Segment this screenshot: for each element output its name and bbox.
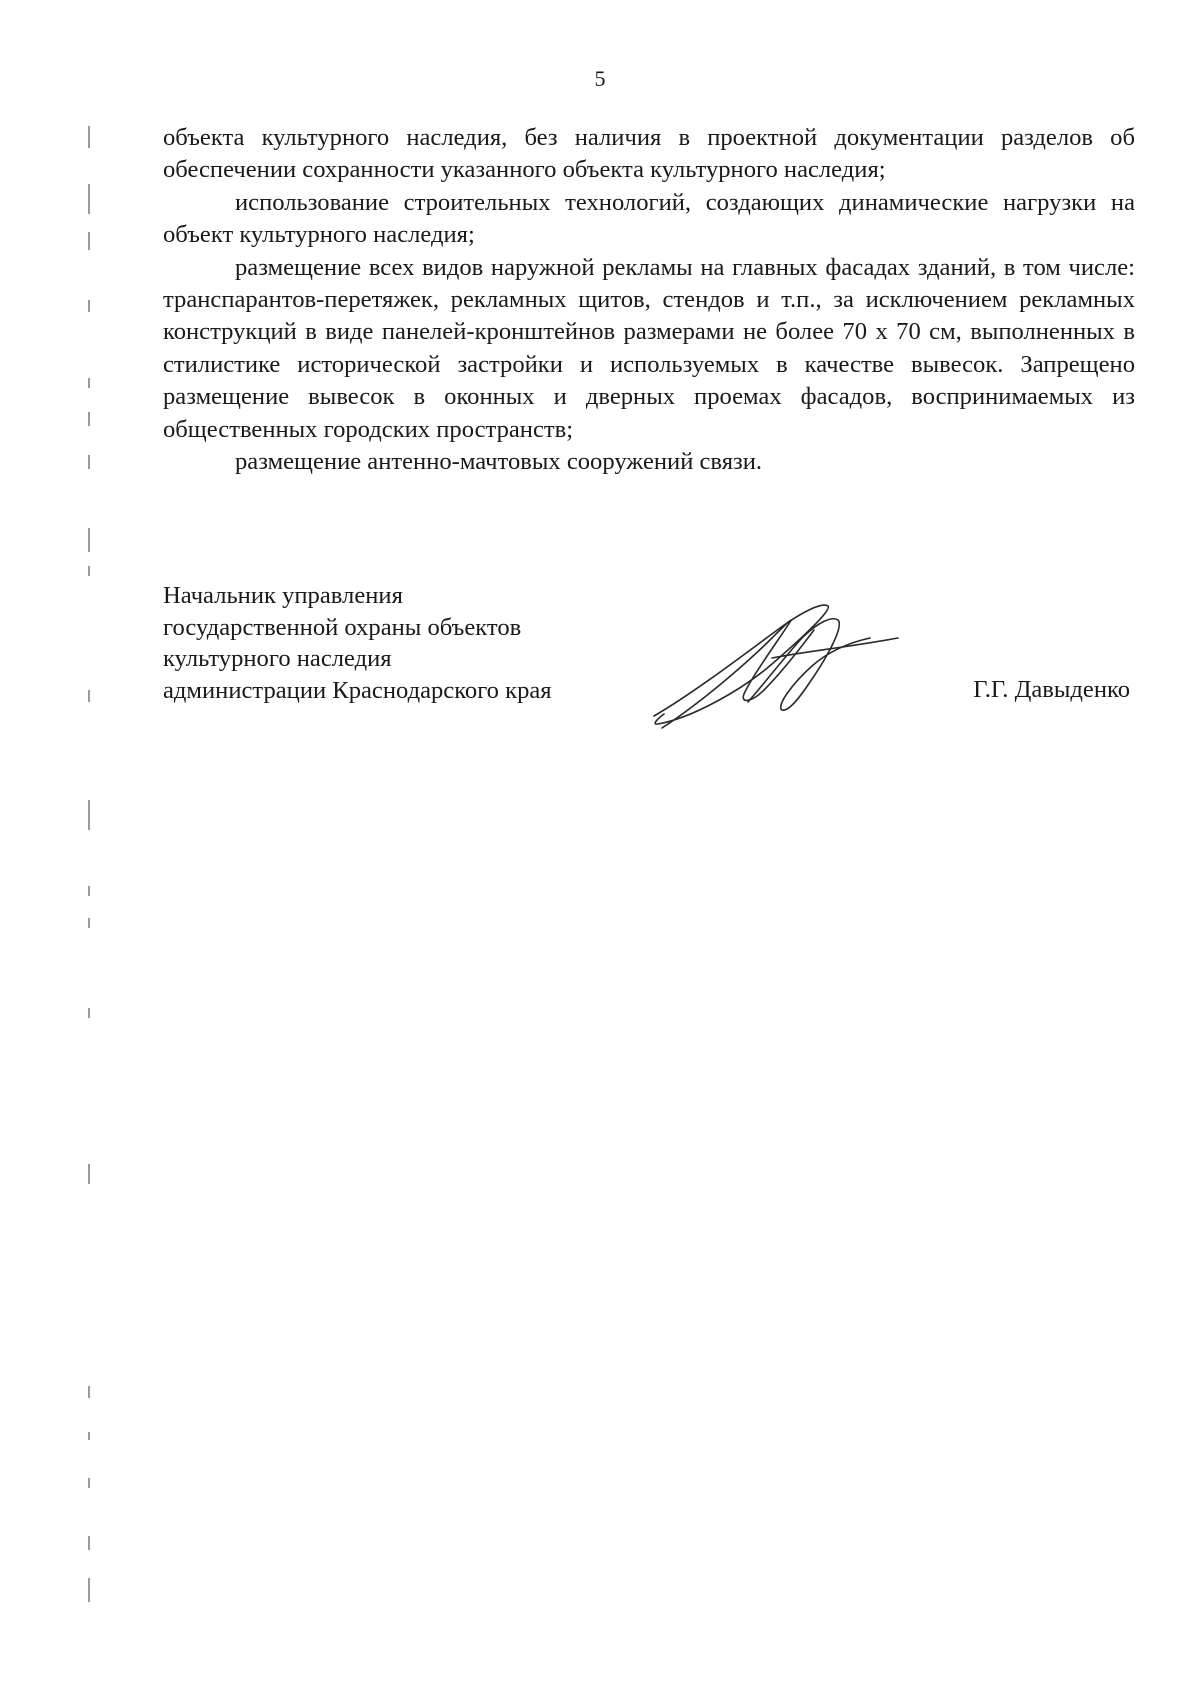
scan-edge-marks — [88, 0, 92, 1699]
body-text — [163, 122, 1135, 478]
signatory-name: Г.Г. Давыденко — [973, 676, 1130, 703]
page-number: 5 — [594, 66, 606, 91]
signatory-position-line: культурного наследия — [163, 645, 392, 672]
paragraph-heritage-object: объекта культурного наследия, без наличия в проектной документации разделов об обеспечении сохранности указанного объекта культурного наследия; — [163, 124, 1135, 184]
signatory-position-line: Начальник управления — [163, 582, 403, 609]
handwritten-signature — [652, 598, 902, 730]
signatory-position-line: администрации Краснодарского края — [163, 676, 552, 704]
paragraph-antenna-structures: размещение антенно-мачтовых сооружений связи. — [235, 448, 763, 476]
signatory-position-line: государственной охраны объектов — [163, 613, 522, 641]
paragraph-construction-technologies: использование строительных технологий, создающих динамические нагрузки на объект культурного наследия; — [163, 188, 1135, 249]
paragraph-outdoor-advertising: размещение всех видов наружной рекламы на главных фасадах зданий, в том числе: транспарантов-перетяжек, рекламных щитов, стендов и т.п., за исключением рекламных конструкций в виде панелей-кронштейнов размерами не более 70 х 70 см, выполненных в стилистике исторической застройки и используемых в качестве вывесок. Запрещено размещение вывесок в оконных и дверных проемах фасадов, воспринимаемых из общественных городских пространств; — [163, 253, 1135, 443]
signatory-position — [163, 580, 623, 706]
